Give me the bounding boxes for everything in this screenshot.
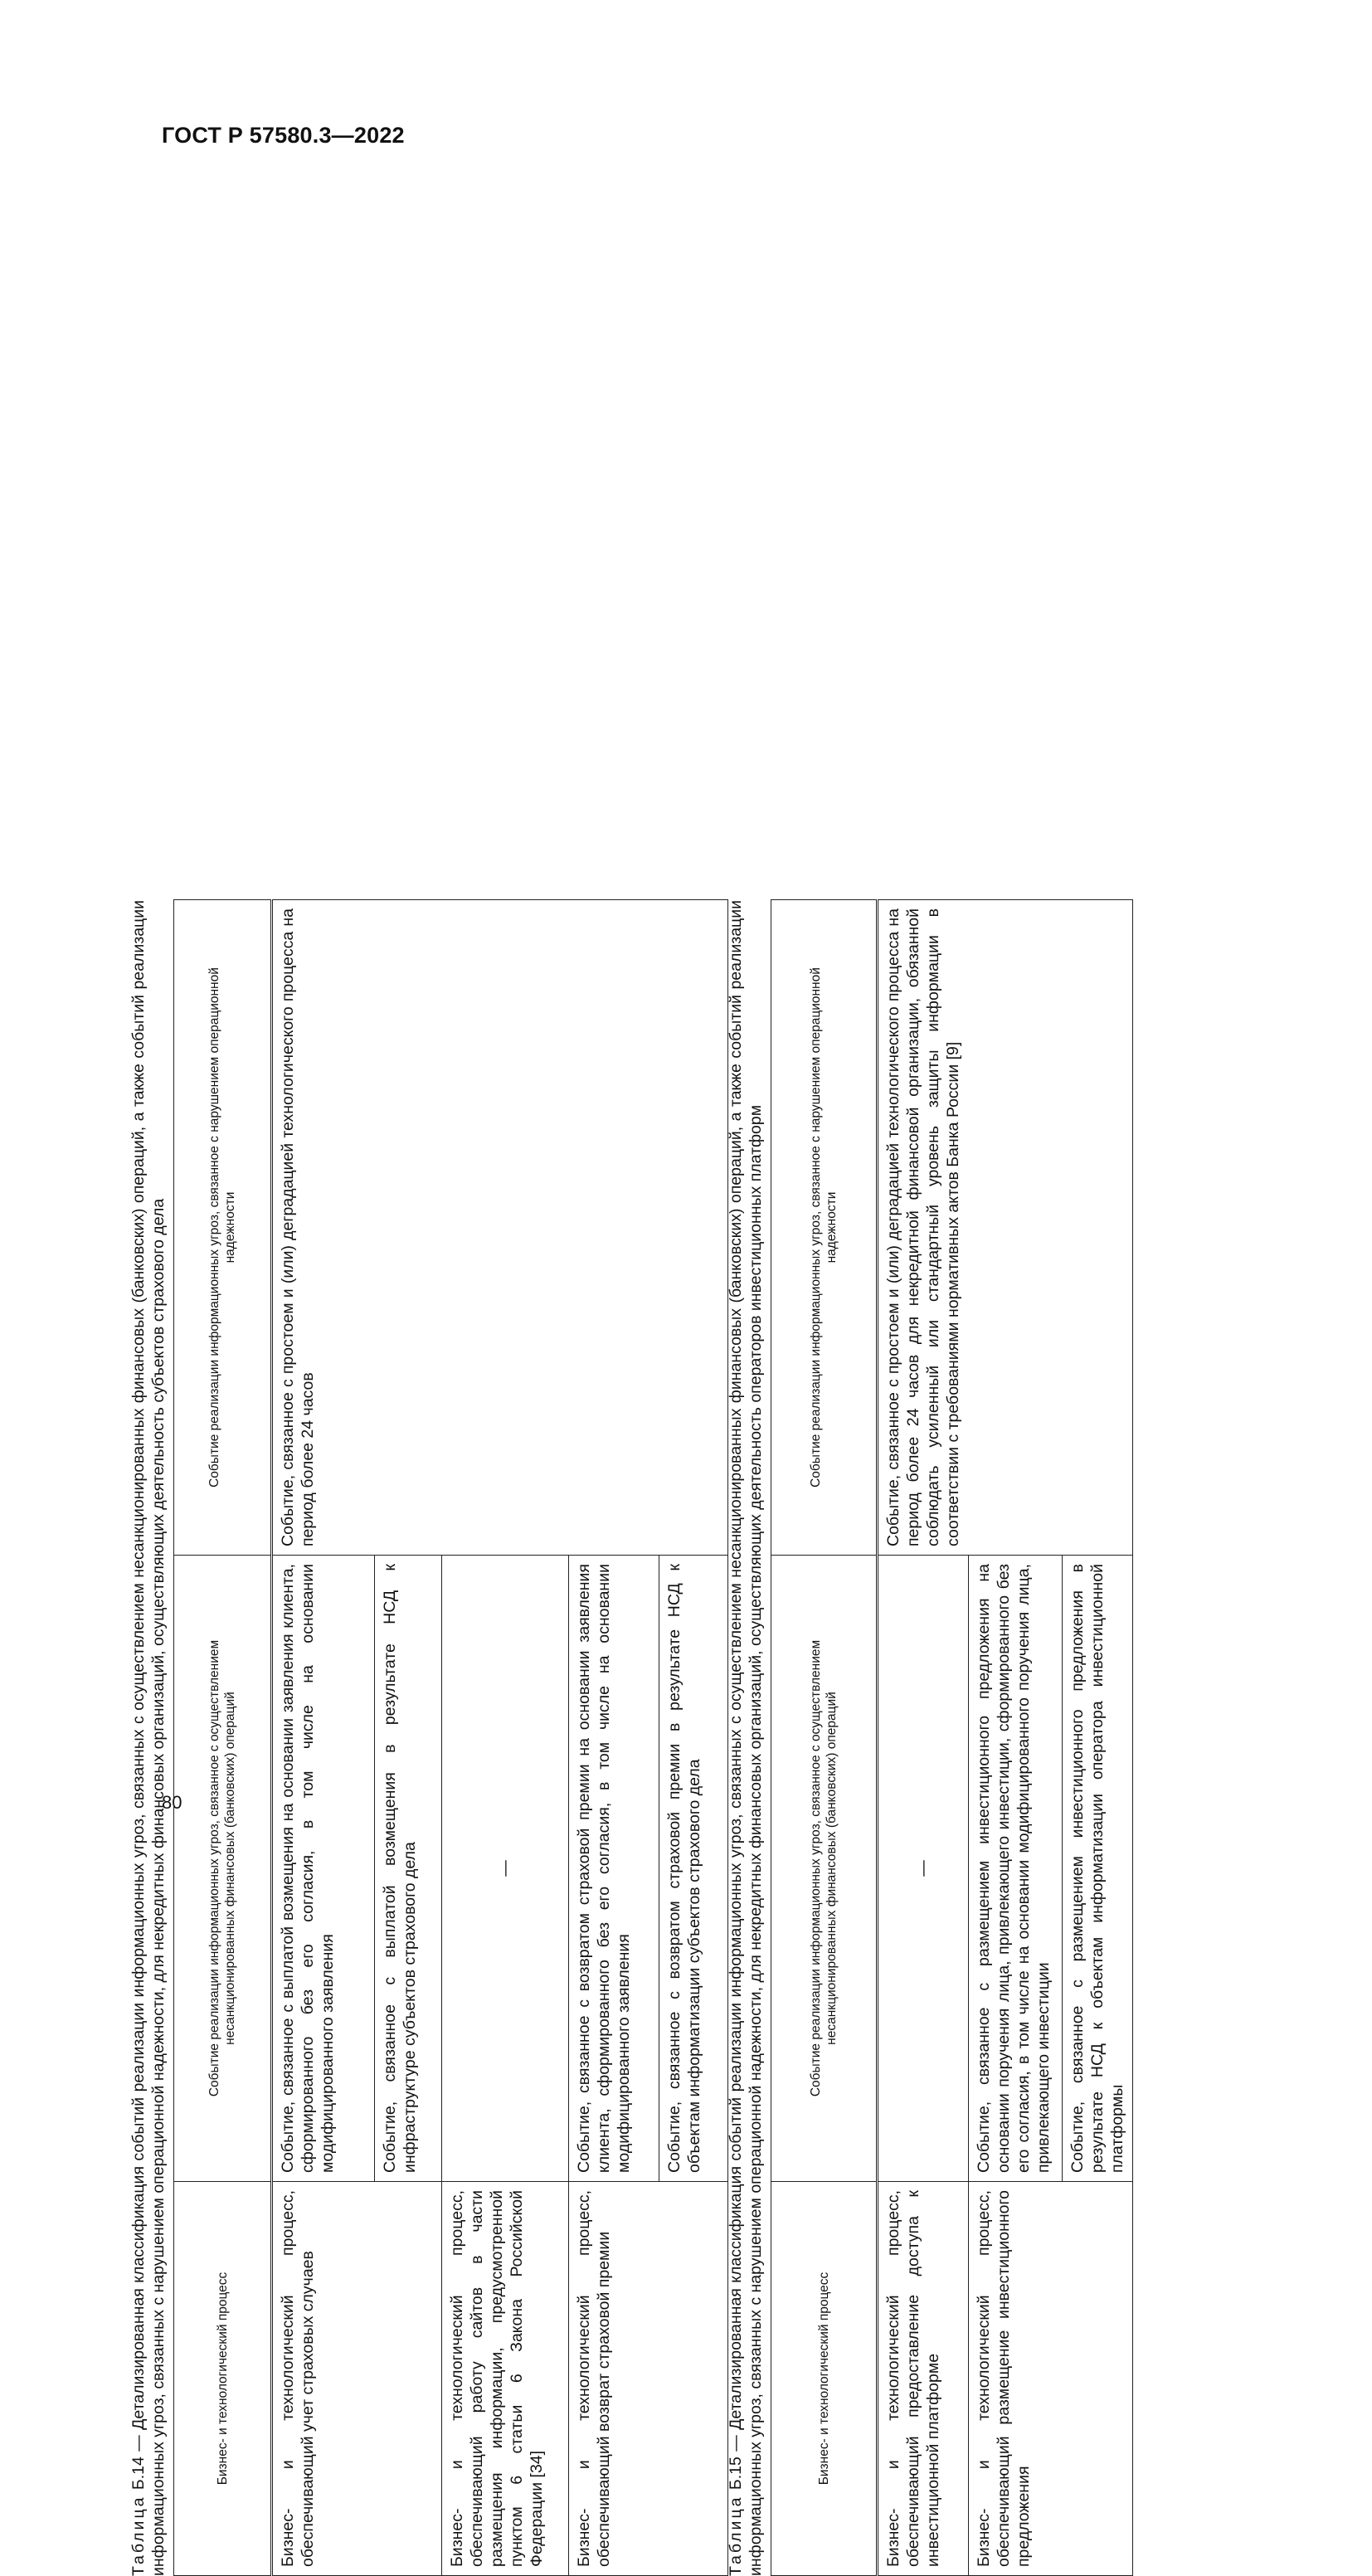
- table-b15-caption-text: Б.15 — Детализированная классификация событий реализации информационных угроз, связанных с осуществлением несанкционированных финансовых (банковских) операций, а также событий реализации информационных угроз, связанных с нарушением операционной надежности, для некредитных финансовых организаций, осуществляющих деятельность операторов инвестиционных платформ: [727, 900, 765, 2576]
- table-b14-row2-event: —: [442, 1556, 569, 2182]
- table-b14-row3-event2: Событие, связанное с возвратом страховой премии в результате НСД к объектам информатизации субъектов страхового дела: [659, 1556, 728, 2182]
- table-b15-caption: [726, 900, 766, 2576]
- table-b14-block: [129, 900, 728, 2576]
- table-b14-header-process: Бизнес- и технологический процесс: [174, 2182, 272, 2576]
- table-b15-row2-event2: Событие, связанное с размещением инвестиционного предложения в результате НСД к объектам информатизации оператора инвестиционной платформы: [1063, 1556, 1133, 2182]
- table-b15-row2-process: Бизнес- и технологический процесс, обеспечивающий размещение инвестиционного предложения: [969, 2182, 1133, 2576]
- table-b14-row3-process: Бизнес- и технологический процесс, обеспечивающий возврат страховой премии: [569, 2182, 728, 2576]
- table-b15: [771, 899, 1133, 2576]
- table-b14-caption-text: Б.14 — Детализированная классификация событий реализации информационных угроз, связанных с осуществлением несанкционированных финансовых (банковских) операций, а также событий реализации информационных угроз, связанных с нарушением операционной надежности, для некредитных финансовых организаций, осуществляющих деятельность субъектов страхового дела: [129, 900, 168, 2576]
- table-row: [272, 900, 375, 2576]
- table-b15-header-row: [771, 900, 878, 2576]
- page-number: 80: [162, 1792, 182, 1813]
- table-b14: [173, 899, 728, 2576]
- table-b14-header-unauthorized: Событие реализации информационных угроз, связанное с осуществлением несанкционированных финансовых (банковских) операций: [174, 1556, 272, 2182]
- rotated-content: [129, 900, 1224, 2576]
- table-b14-label: Таблица: [129, 2495, 148, 2576]
- table-b15-header-process: Бизнес- и технологический процесс: [771, 2182, 878, 2576]
- page-header-doc-code: ГОСТ Р 57580.3—2022: [162, 123, 405, 148]
- table-b14-reliability-cell: Событие, связанное с простоем и (или) деградацией технологического процесса на период более 24 часов: [272, 900, 728, 1556]
- table-b15-block: [726, 900, 1133, 2576]
- table-b15-header-unauthorized: Событие реализации информационных угроз, связанное с осуществлением несанкционированных финансовых (банковских) операций: [771, 1556, 878, 2182]
- table-b15-header-reliability: Событие реализации информационных угроз, связанное с нарушением операционной надежности: [771, 900, 878, 1556]
- table-b14-row1-process: Бизнес- и технологический процесс, обеспечивающий учет страховых случаев: [272, 2182, 442, 2576]
- table-b14-header-reliability: Событие реализации информационных угроз, связанное с нарушением операционной надежности: [174, 900, 272, 1556]
- table-b15-row2-event1: Событие, связанное с размещением инвестиционного предложения на основании поручения лица, привлекающего инвестиции, сформированного без его согласия, в том числе на основании модифицированного поручения лица, привлекающего инвестиции: [969, 1556, 1063, 2182]
- table-b14-header-row: [174, 900, 272, 2576]
- table-b14-row2-process: Бизнес- и технологический процесс, обеспечивающий работу сайтов в части размещения информации, предусмотренной пунктом 6 статьи 6 Закона Российской Федерации [34]: [442, 2182, 569, 2576]
- table-b14-caption: [129, 900, 168, 2576]
- table-b15-row1-process: Бизнес- и технологический процесс, обеспечивающий предоставление доступа к инвестиционной платформе: [878, 2182, 969, 2576]
- table-b14-row1-event2: Событие, связанное с выплатой возмещения в результате НСД к инфраструктуре субъектов страхового дела: [375, 1556, 442, 2182]
- table-b15-row1-event: —: [878, 1556, 969, 2182]
- table-b15-reliability-cell: Событие, связанное с простоем и (или) деградацией технологического процесса на период более 24 часов для некредитной финансовой организации, обязанной соблюдать усиленный или стандартный уровень защиты информации в соответствии с требованиями нормативных актов Банка России [9]: [878, 900, 1133, 1556]
- table-b14-row3-event1: Событие, связанное с возвратом страховой премии на основании заявления клиента, сформированного без его согласия, в том числе на основании модифицированного заявления: [569, 1556, 659, 2182]
- table-b15-label: Таблица: [727, 2495, 745, 2576]
- table-b14-row1-event1: Событие, связанное с выплатой возмещения на основании заявления клиента, сформированного без его согласия, в том числе на основании модифицированного заявления: [272, 1556, 375, 2182]
- table-row: [878, 900, 969, 2576]
